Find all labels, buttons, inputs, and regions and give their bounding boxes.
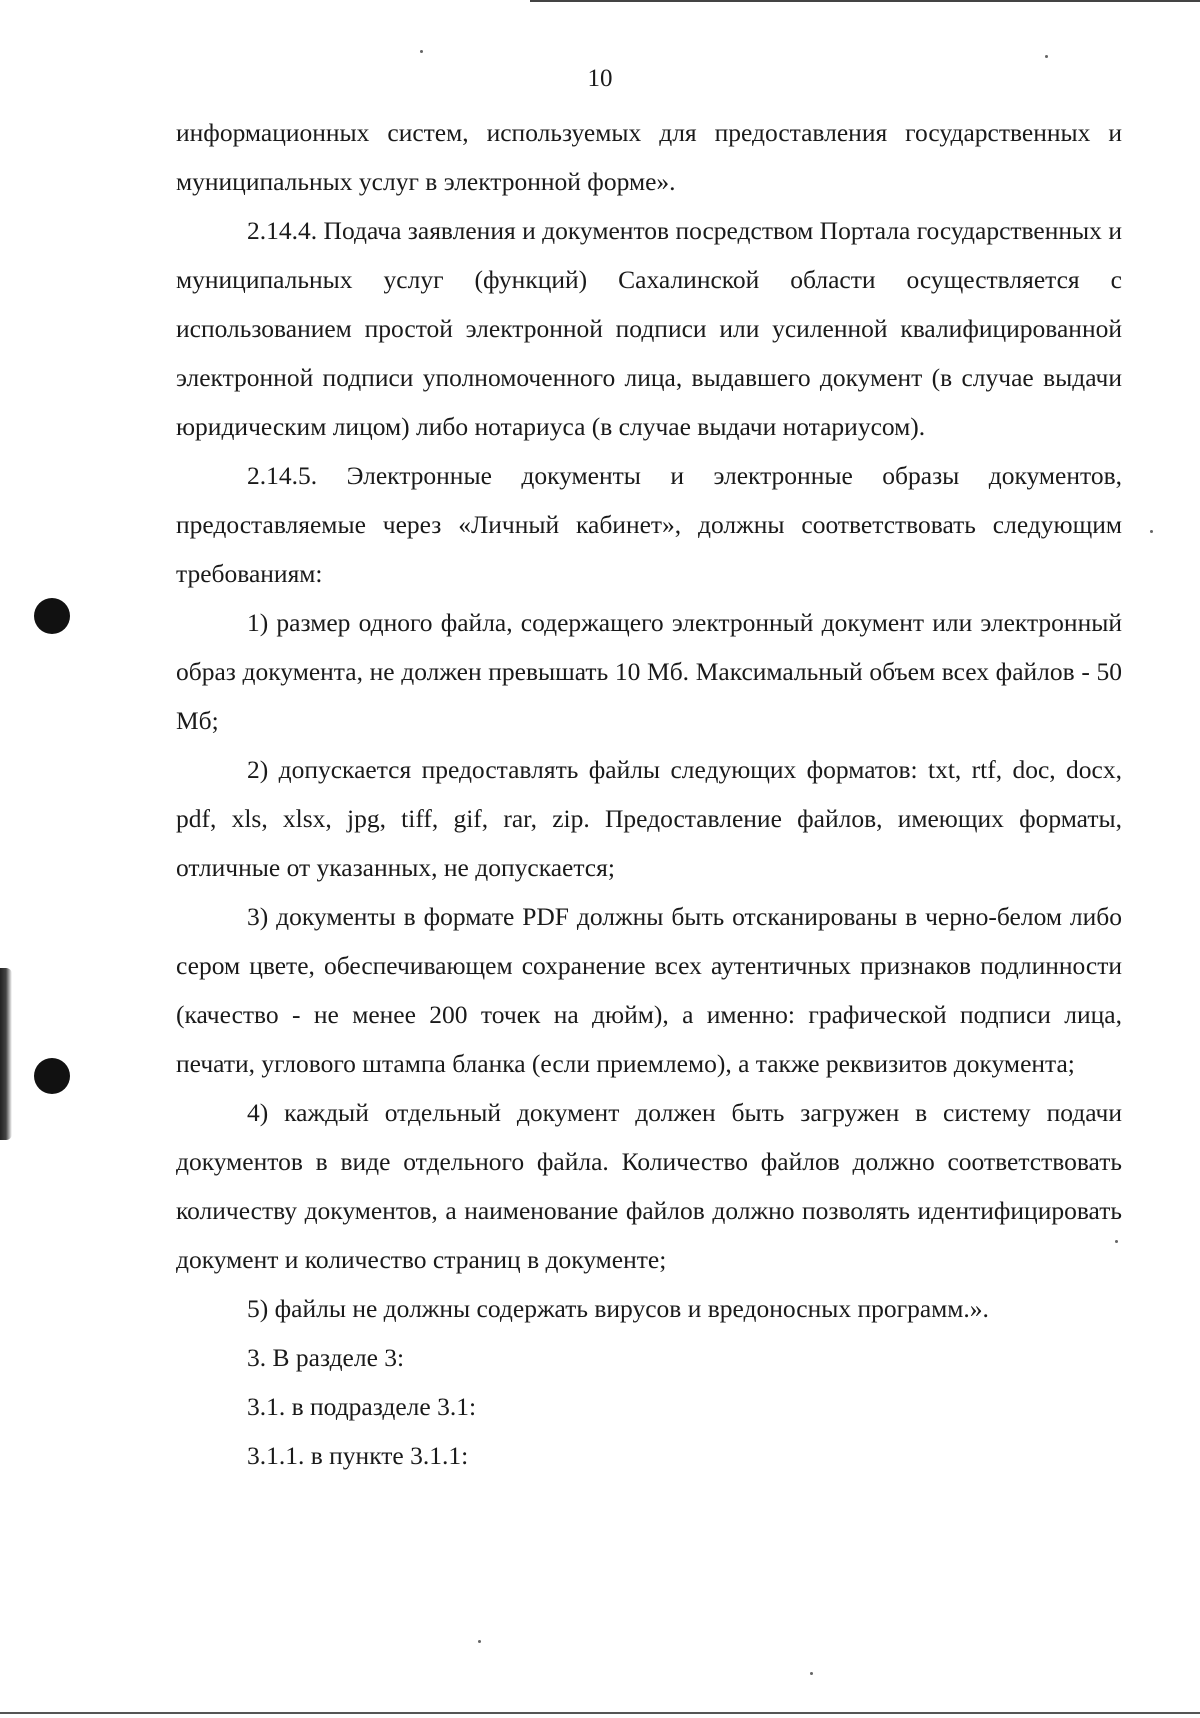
- scan-speck: [420, 50, 423, 53]
- scan-speck: [1150, 530, 1153, 533]
- list-item-1: 1) размер одного файла, содержащего электронный документ или электронный образ документа, не должен превышать 10 Мб. Максимальный объем всех файлов - 50 Мб;: [176, 608, 1122, 735]
- scan-speck: [810, 1672, 813, 1675]
- paragraph-continuation: информационных систем, используемых для предоставления государственных и муниципальных услуг в электронной форме».: [176, 118, 1122, 196]
- binding-edge-mark: [0, 968, 12, 1140]
- page-number: 10: [587, 65, 613, 92]
- item-3-1-1-heading: 3.1.1. в пункте 3.1.1:: [247, 1441, 469, 1470]
- document-body: [176, 108, 1122, 1480]
- scan-speck: [1045, 55, 1048, 58]
- subsection-3-1-heading: 3.1. в подразделе 3.1:: [247, 1392, 477, 1421]
- paragraph-2-14-4: 2.14.4. Подача заявления и документов посредством Портала государственных и муниципальных услуг (функций) Сахалинской области осуществляется с использованием простой электронной подписи или усиленной квалифицированной электронной подписи уполномоченного лица, выдавшего документ (в случае выдачи юридическим лицом) либо нотариуса (в случае выдачи нотариусом).: [176, 216, 1122, 441]
- section-3-heading: 3. В разделе 3:: [247, 1343, 405, 1372]
- list-item-3: 3) документы в формате PDF должны быть отсканированы в черно-белом либо сером цвете, обеспечивающем сохранение всех аутентичных признаков подлинности (качество - не менее 200 точек на дюйм), а именно: графической подписи лица, печати, углового штампа бланка (если приемлемо), а также реквизитов документа;: [176, 902, 1122, 1078]
- scan-speck: [478, 1640, 481, 1643]
- list-item-5: 5) файлы не должны содержать вирусов и вредоносных программ.».: [247, 1294, 989, 1323]
- list-item-2: 2) допускается предоставлять файлы следующих форматов: txt, rtf, doc, docx, pdf, xls, xlsx, jpg, tiff, gif, rar, zip. Предоставление файлов, имеющих форматы, отличные от указанных, не допускается;: [176, 755, 1122, 882]
- list-item-4: 4) каждый отдельный документ должен быть загружен в систему подачи документов в виде отдельного файла. Количество файлов должно соответствовать количеству документов, а наименование файлов должно позволять идентифицировать документ и количество страниц в документе;: [176, 1098, 1122, 1274]
- punch-hole-mark: [34, 1058, 70, 1094]
- scan-speck: [1115, 1240, 1118, 1243]
- bottom-rule: [0, 1712, 1200, 1714]
- punch-hole-mark: [34, 598, 70, 634]
- paragraph-2-14-5: 2.14.5. Электронные документы и электронные образы документов, предоставляемые через «Личный кабинет», должны соответствовать следующим требованиям:: [176, 461, 1122, 588]
- top-rule: [530, 0, 1200, 2]
